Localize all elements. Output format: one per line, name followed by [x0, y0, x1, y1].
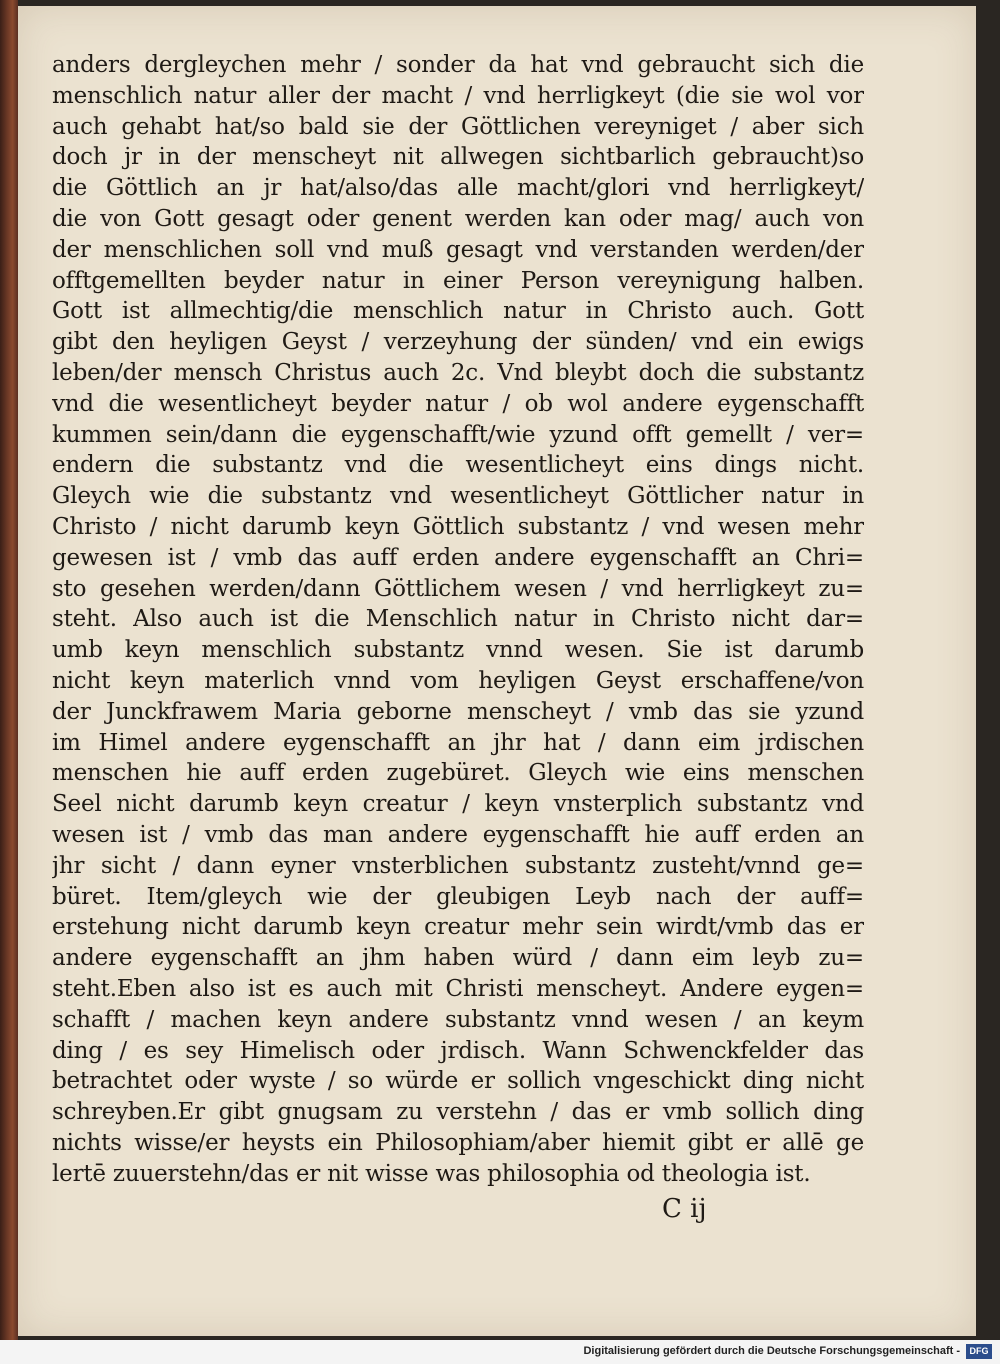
text-line: gewesen ist / vmb das auff erden andere eygenschafft an Chri=	[52, 544, 864, 571]
text-line: wesen ist / vmb das man andere eygenschafft hie auff erden an	[52, 821, 864, 848]
text-line: der menschlichen soll vnd muß gesagt vnd verstanden werden/der	[52, 236, 864, 263]
text-line: nicht keyn materlich vnnd vom heyligen Geyst erschaffene/von	[52, 667, 864, 694]
text-line: endern die substantz vnd die wesentlicheyt eins dings nicht.	[52, 452, 864, 479]
text-line: jhr sicht / dann eyner vnsterblichen substantz zusteht/vnnd ge=	[52, 852, 864, 879]
text-line: die Göttlich an jr hat/also/das alle macht/glori vnd herrligkeyt/	[52, 175, 864, 202]
text-line: steht.Eben also ist es auch mit Christi menscheyt. Andere eygen=	[52, 975, 864, 1002]
text-line: der Junckfrawem Maria geborne menscheyt / vmb das sie yzund	[52, 698, 864, 725]
text-line: doch jr in der menscheyt nit allwegen sichtbarlich gebraucht)so	[52, 144, 864, 171]
dfg-logo: DFG	[966, 1344, 992, 1359]
text-line: steht. Also auch ist die Menschlich natur in Christo nicht dar=	[52, 606, 864, 633]
text-line: sto gesehen werden/dann Göttlichem wesen / vnd herrligkeyt zu=	[52, 575, 864, 602]
text-line: die von Gott gesagt oder genent werden kan oder mag/ auch von	[52, 205, 864, 232]
text-line: Gott ist allmechtig/die menschlich natur in Christo auch. Gott	[52, 298, 864, 325]
text-line: vnd die wesentlicheyt beyder natur / ob wol andere eygenschafft	[52, 390, 864, 417]
text-line: Seel nicht darumb keyn creatur / keyn vnsterplich substantz vnd	[52, 791, 864, 818]
text-line: anders dergleychen mehr / sonder da hat vnd gebraucht sich die	[52, 52, 864, 78]
signature-mark: C ij	[662, 1194, 707, 1224]
text-line: Gleych wie die substantz vnd wesentlicheyt Göttlicher natur in	[52, 483, 864, 510]
text-line: lertē zuuerstehn/das er nit wisse was philosophia od theologia ist.	[52, 1160, 811, 1187]
text-line: im Himel andere eygenschafft an jhr hat / dann eim jrdischen	[52, 729, 864, 756]
footer-bar	[0, 1340, 1000, 1364]
text-line: erstehung nicht darumb keyn creatur mehr sein wirdt/vmb das er	[52, 914, 864, 941]
text-line: menschen hie auff erden zugebüret. Gleych wie eins menschen	[52, 760, 864, 787]
text-line: nichts wisse/er heysts ein Philosophiam/aber hiemit gibt er allē ge	[52, 1129, 864, 1156]
text-line: kummen sein/dann die eygenschafft/wie yzund offt gemellt / ver=	[52, 421, 864, 448]
text-line: auch gehabt hat/so bald sie der Göttlichen vereyniget / aber sich	[52, 113, 864, 140]
text-line: betrachtet oder wyste / so würde er sollich vngeschickt ding nicht	[52, 1068, 864, 1095]
text-line: büret. Item/gleych wie der gleubigen Leyb nach der auff=	[52, 883, 864, 910]
page-text-block	[52, 50, 864, 1189]
text-line: ding / es sey Himelisch oder jrdisch. Wann Schwenckfelder das	[52, 1037, 864, 1064]
text-line: Christo / nicht darumb keyn Göttlich substantz / vnd wesen mehr	[52, 513, 864, 540]
text-line: schreyben.Er gibt gnugsam zu verstehn / das er vmb sollich ding	[52, 1099, 864, 1126]
text-line: andere eygenschafft an jhm haben würd / dann eim leyb zu=	[52, 945, 864, 972]
book-edge	[0, 0, 18, 1340]
text-line: schafft / machen keyn andere substantz vnnd wesen / an keym	[52, 1006, 864, 1033]
funding-notice: Digitalisierung gefördert durch die Deutsche Forschungsgemeinschaft -	[583, 1345, 960, 1357]
text-line: gibt den heyligen Geyst / verzeyhung der sünden/ vnd ein ewigs	[52, 329, 864, 356]
text-line: offtgemellten beyder natur in einer Person vereynigung halben.	[52, 267, 864, 294]
book-page	[18, 6, 976, 1336]
text-line: leben/der mensch Christus auch 2c. Vnd bleybt doch die substantz	[52, 359, 864, 386]
text-line: menschlich natur aller der macht / vnd herrligkeyt (die sie wol vor	[52, 82, 864, 109]
text-line: umb keyn menschlich substantz vnnd wesen. Sie ist darumb	[52, 637, 864, 664]
